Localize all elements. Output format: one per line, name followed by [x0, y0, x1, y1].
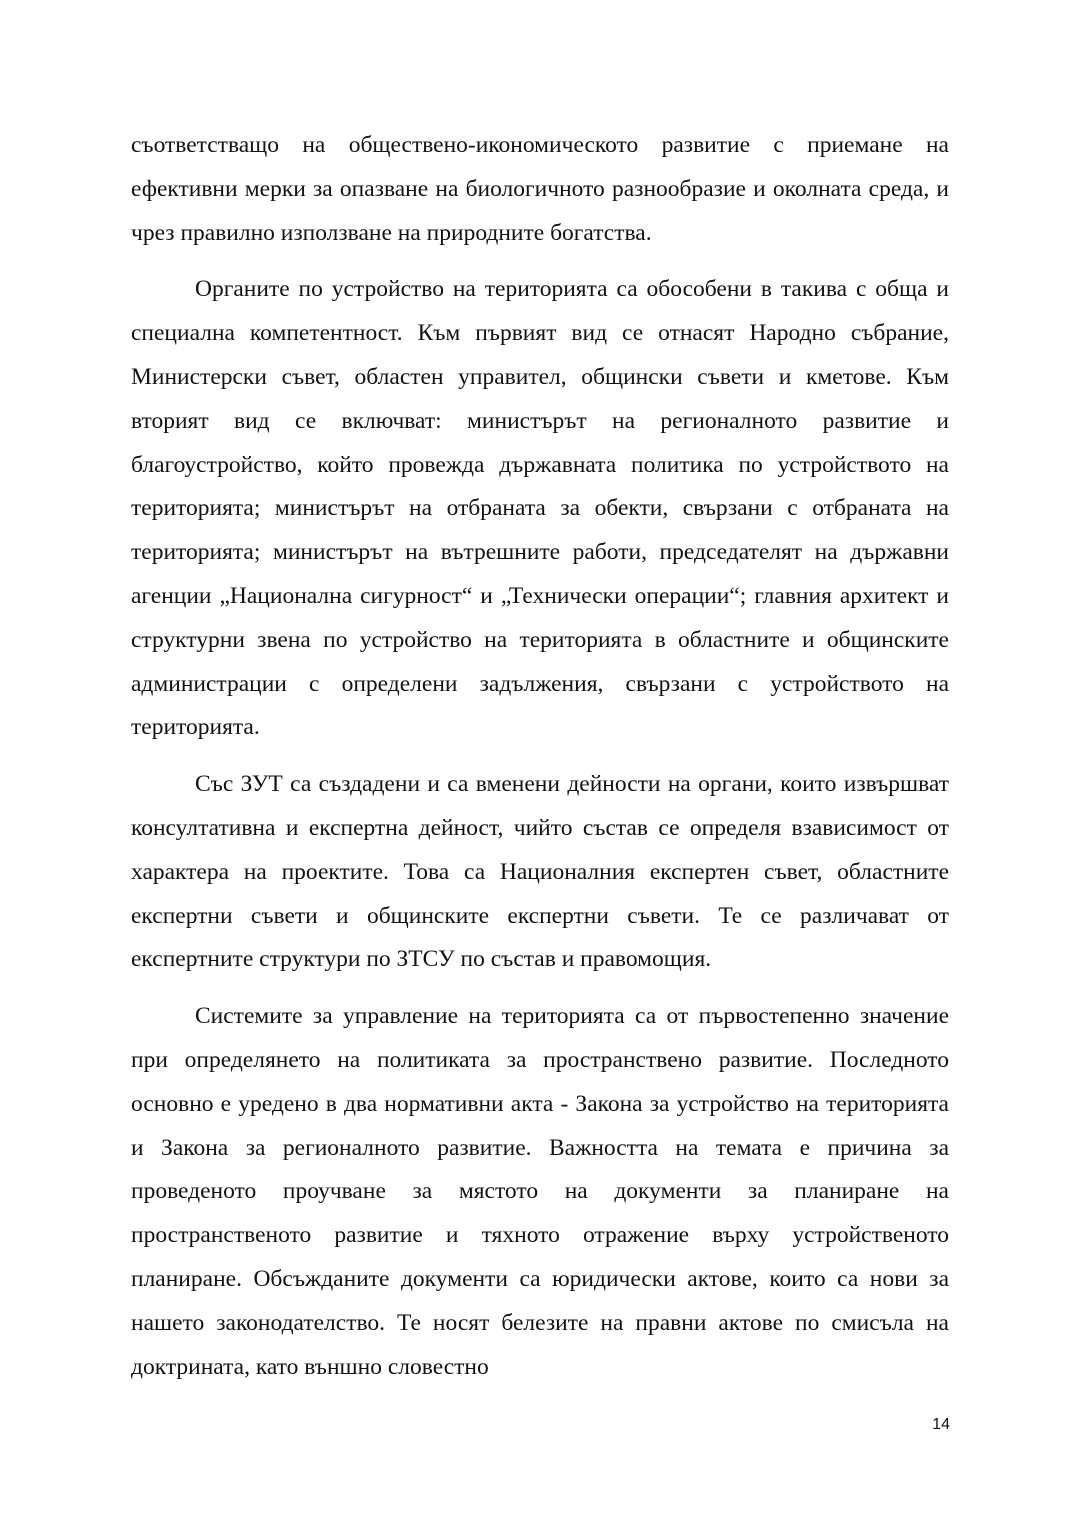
- body-text: [131, 124, 949, 1402]
- paragraph-continuation: съответстващо на обществено-икономическото развитие с приемане на ефективни мерки за опазване на биологичното разнообразие и околната среда, и чрез правилно използване на природните богатства.: [131, 132, 949, 246]
- paragraph-expert-councils: Със ЗУТ са създадени и са вменени дейности на органи, които извършват консултативна и експертна дейност, чийто състав се определя взависимост от характера на проектите. Това са Националния експертен съвет, областните експертни съвети и общинските експертни съвети. Те се различават от експертните структури по ЗТСУ по състав и правомощия.: [131, 771, 949, 973]
- page-number: 14: [932, 1416, 950, 1433]
- paragraph-territory-management: Системите за управление на територията са от първостепенно значение при определянето на политиката за пространствено развитие. Последното основно е уредено в два нормативни акта - Закона за устройство на територията и Закона за регионалното развитие. Важността на темата е причина за проведеното проучване за мястото на документи за планиране на пространственото развитие и тяхното отражение върху устройственото планиране. Обсъжданите документи са юридически актове, които са нови за нашето законодателство. Те носят белезите на правни актове по смисъла на доктрината, като външно словестно: [131, 1003, 949, 1380]
- paragraph-planning-authorities: Органите по устройство на територията са обособени в такива с обща и специална компетентност. Към първият вид се отнасят Народно събрание, Министерски съвет, областен управител, общински съвети и кметове. Към вторият вид се включват: министърът на регионалното развитие и благоустройство, който провежда държавната политика по устройството на територията; министърът на отбраната за обекти, свързани с отбраната на територията; министърът на вътрешните работи, председателят на държавни агенции „Национална сигурност“ и „Технически операции“; главния архитект и структурни звена по устройство на територията в областните и общинските администрации с определени задължения, свързани с устройството на територията.: [131, 276, 949, 741]
